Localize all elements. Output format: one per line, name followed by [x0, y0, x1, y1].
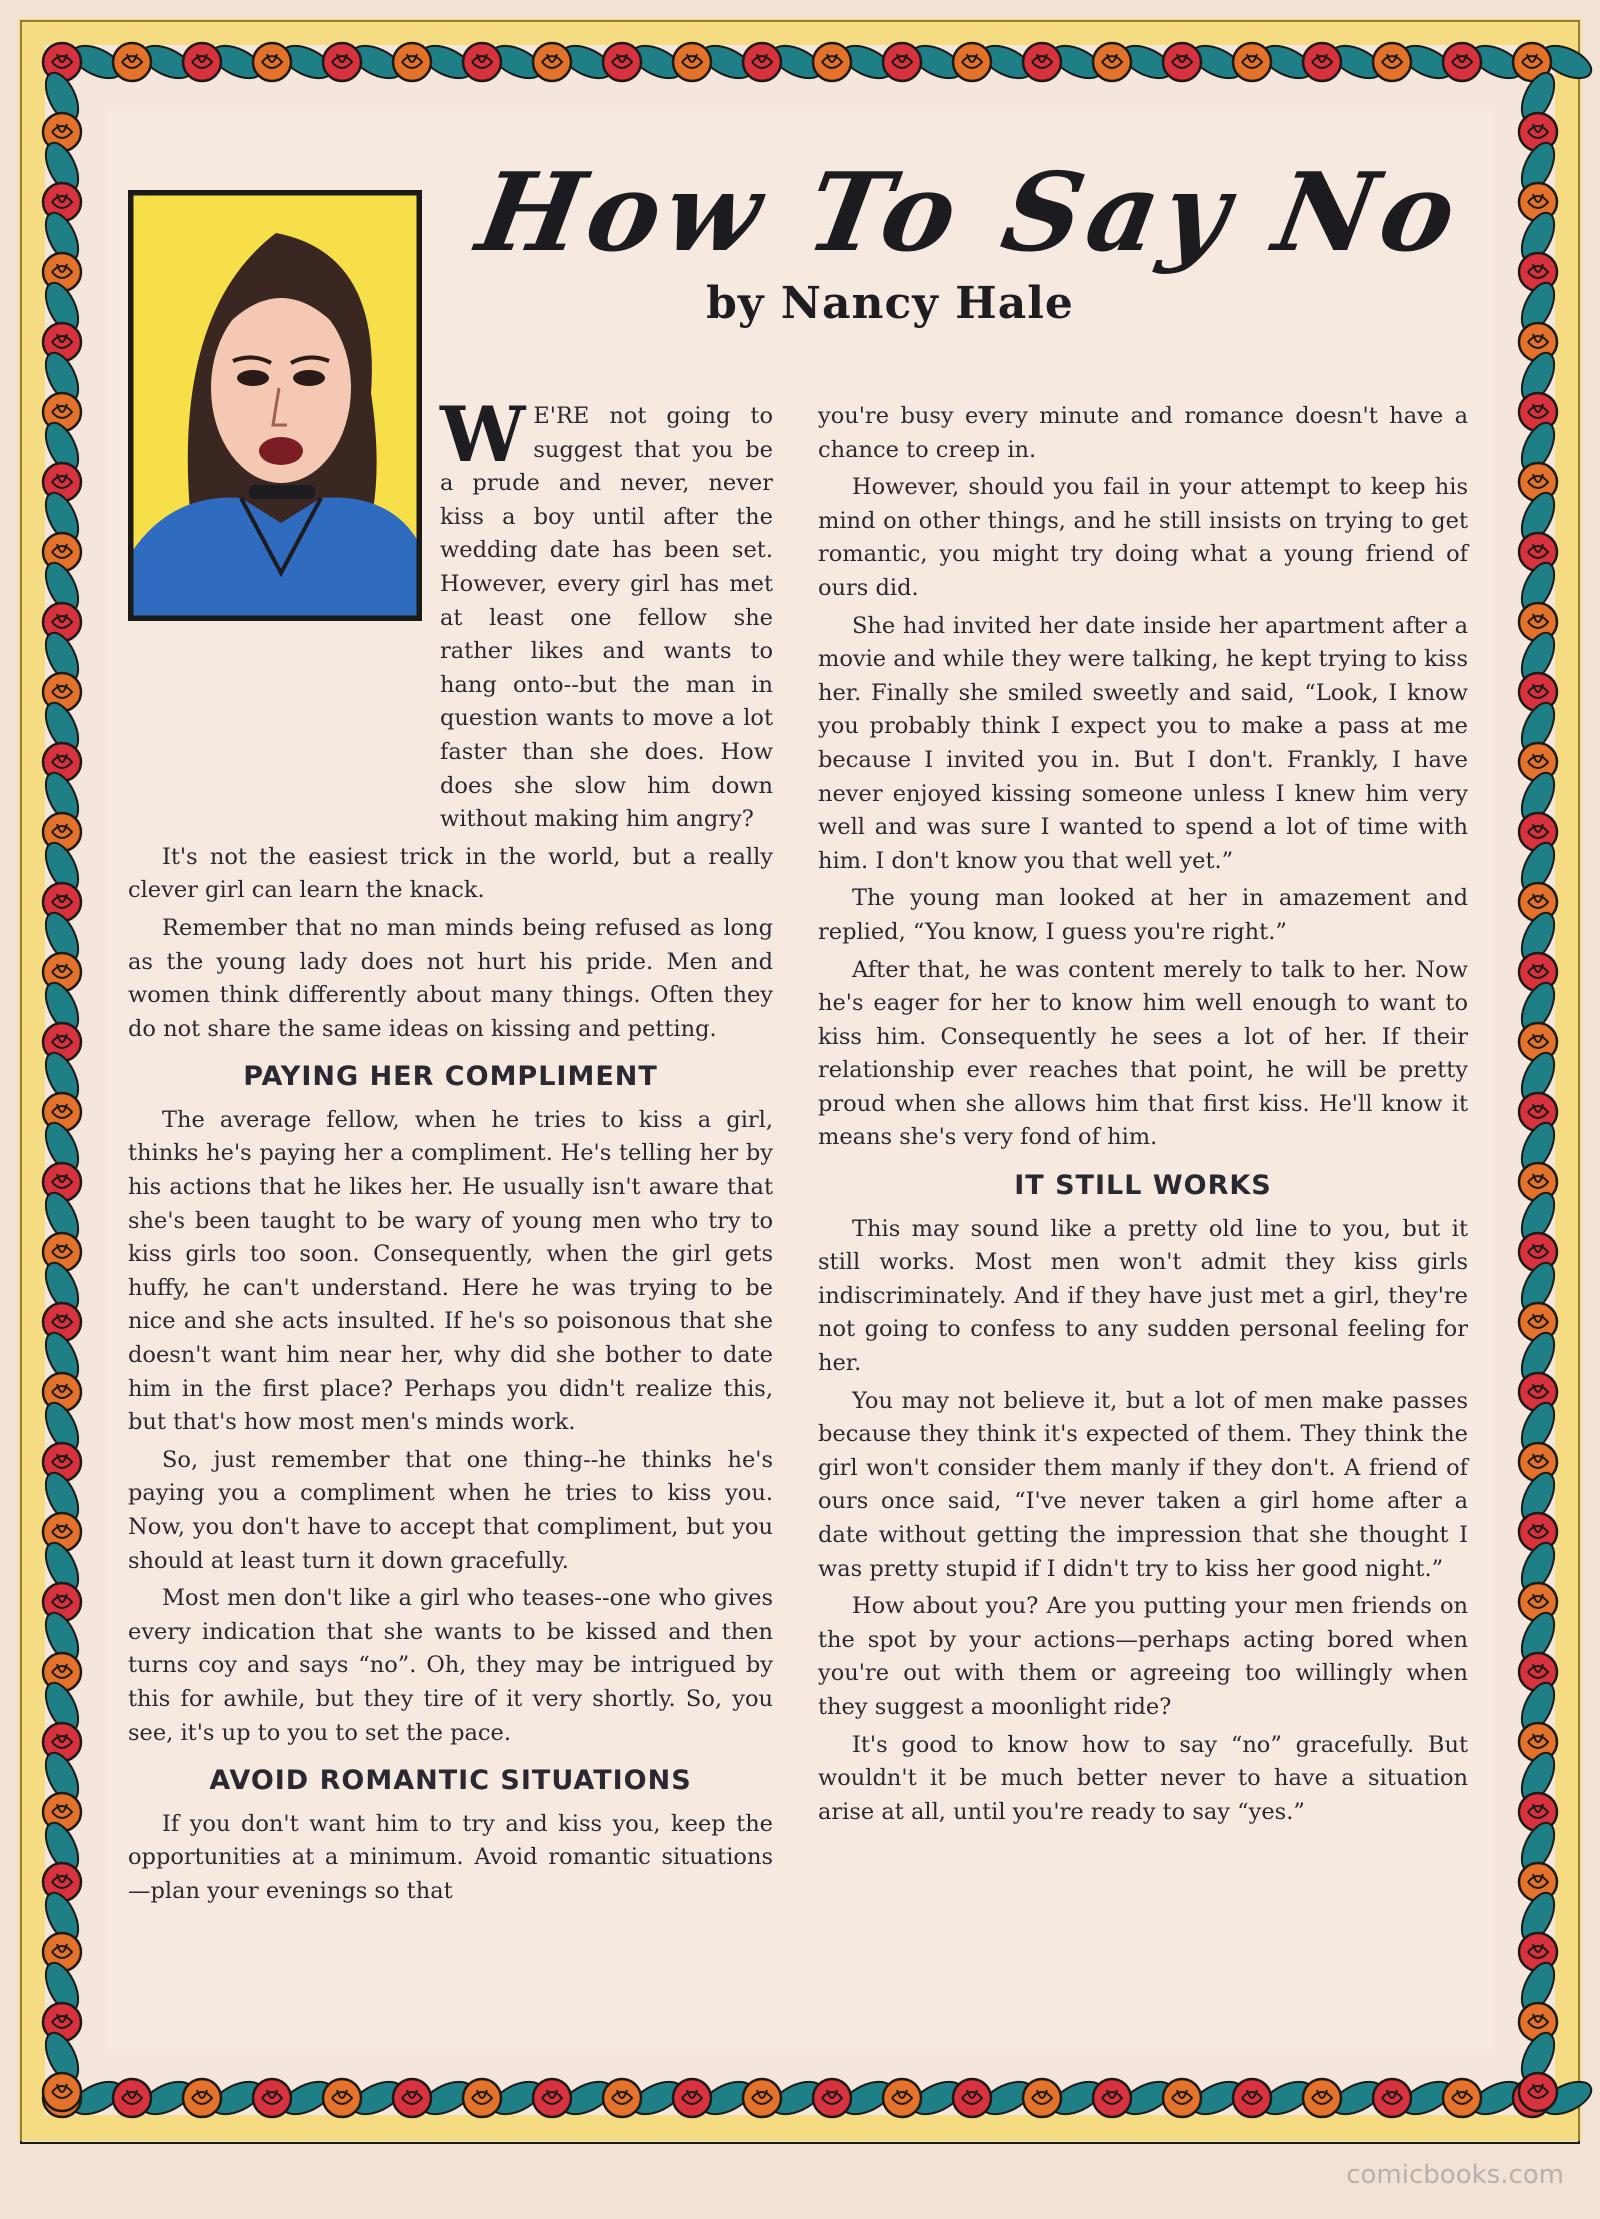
lead-paragraph-text: E'RE not going to suggest that you be a prude and never, never kiss a boy until after the wedding date has been set. However, every girl has met at least one fellow she rather likes and wants to hang onto--but the man in question wants to move a lot faster than she does. How does she slow him down without making him angry?: [440, 403, 773, 833]
lead-paragraph: [128, 390, 773, 837]
paragraph: The average fellow, when he tries to kiss a girl, thinks he's paying her a compliment. He's telling her by his actions that he likes her. He usually isn't aware that she's been taught to be wary of young men who try to kiss girls too soon. Consequently, when the girl gets huffy, he can't understand. Here he was trying to be nice and she acts insulted. If he's so poisonous that she doesn't want him near her, why did she bother to date him in the first place? Perhaps you didn't realize this, but that's how most men's minds work.: [128, 1106, 773, 1436]
article-byline: by Nancy Hale: [706, 278, 1074, 329]
paragraph: However, should you fail in your attempt to keep his mind on other things, and he still insists on trying to get romantic, you might try doing what a young friend of ours did.: [818, 474, 1468, 601]
section-heading-paying-her-compliment: PAYING HER COMPLIMENT: [243, 1061, 658, 1093]
section-heading-avoid-romantic-situations: AVOID ROMANTIC SITUATIONS: [209, 1765, 692, 1797]
paragraph: She had invited her date inside her apartment after a movie and while they were talking, he kept trying to kiss her. Finally she smiled sweetly and said, “Look, I know you probably think I expect you to make a pass at me because I invited you in. But I don't. Frankly, I have never enjoyed kissing someone unless I knew him very well and was sure I wanted to spend a lot of time with him. I don't know you that well yet.”: [818, 612, 1468, 874]
paragraph: It's not the easiest trick in the world, but a really clever girl can learn the knack.: [128, 843, 773, 904]
paragraph: So, just remember that one thing--he thinks he's paying you a compliment when he tries to kiss you. Now, you don't have to accept that compliment, but you should at least turn it down gracefully.: [128, 1446, 773, 1574]
paragraph: Most men don't like a girl who teases--one who gives every indication that she wants to be kissed and then turns coy and says “no”. Oh, they may be intrigued by this for awhile, but they tire of it very shortly. So, you see, it's up to you to set the pace.: [128, 1585, 773, 1746]
paragraph: The young man looked at her in amazement and replied, “You know, I guess you're right.”: [818, 885, 1468, 945]
article-title: How To Say No: [469, 150, 1471, 276]
drop-cap: W: [440, 390, 526, 479]
paragraph: How about you? Are you putting your men friends on the spot by your actions—perhaps acting bored when you're out with them or agreeing too willingly when they suggest a moonlight ride?: [818, 1593, 1468, 1720]
right-column: [818, 400, 1468, 1833]
paragraph: You may not believe it, but a lot of men make passes because they think it's expected of them. They think the girl won't consider them manly if they don't. A friend of ours once said, “I've never taken a girl home after a date without getting the impression that she thought I was pretty stupid if I didn't try to kiss her good night.”: [818, 1387, 1468, 1582]
paragraph: If you don't want him to try and kiss you, keep the opportunities at a minimum. Avoid romantic situations—plan your evenings so that: [128, 1810, 773, 1904]
watermark: comicbooks.com: [1346, 2160, 1564, 2190]
left-column: [128, 390, 773, 1913]
paragraph: Remember that no man minds being refused as long as the young lady does not hurt his pride. Men and women think differently about many things. Often they do not share the same ideas on kissing and petting.: [128, 914, 773, 1042]
section-heading-it-still-works: IT STILL WORKS: [1014, 1170, 1272, 1202]
paragraph: you're busy every minute and romance doesn't have a chance to creep in.: [818, 403, 1468, 463]
paragraph: It's good to know how to say “no” gracefully. But wouldn't it be much better never to have a situation arise at all, until you're ready to say “yes.”: [818, 1731, 1468, 1825]
paragraph: After that, he was content merely to talk to her. Now he's eager for her to know him well enough to want to kiss him. Consequently he sees a lot of her. If their relationship ever reaches that point, he will be pretty proud when she allows him that first kiss. He'll know it means she's very fond of him.: [818, 956, 1468, 1151]
paragraph: This may sound like a pretty old line to you, but it still works. Most men won't admit they kiss girls indiscriminately. And if they have just met a girl, they're not going to confess to any sudden personal feeling for her.: [818, 1215, 1468, 1377]
